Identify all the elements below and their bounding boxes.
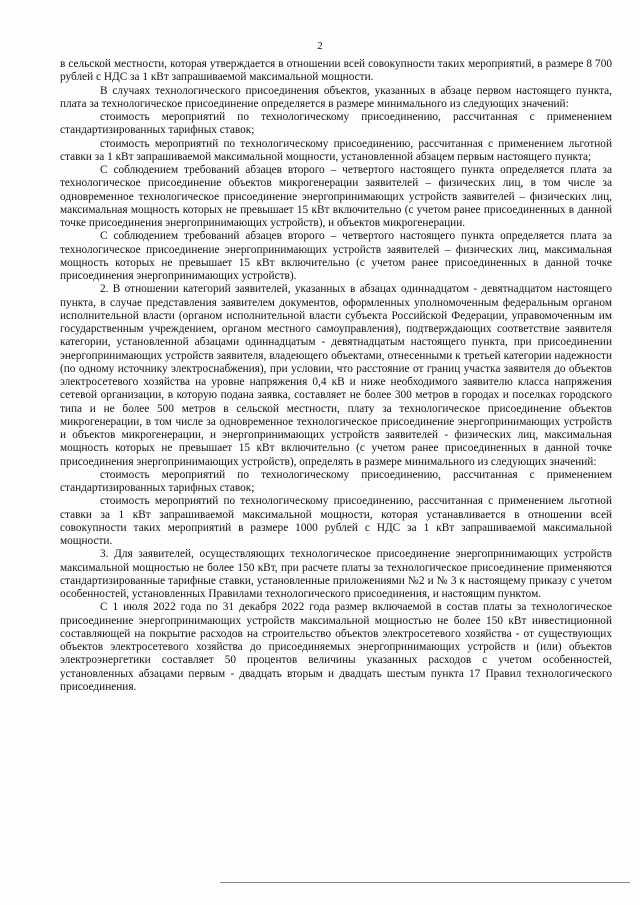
paragraph-6: С соблюдением требований абзацев второго – четвертого настоящего пункта определяется плата за технологическое присоединение энергопринимающих устройств заявителей – физических лиц, максимальная мощность которых не превышает 15 кВт включительно (с учетом ранее присоединенных в данной точке присоединения энергопринимающих устройств).: [60, 230, 612, 282]
paragraph-1: в сельской местности, которая утверждается в отношении всей совокупности таких мероприятий, в размере 8 700 рублей с НДС за 1 кВт запрашиваемой максимальной мощности.: [60, 58, 612, 84]
page-number: 2: [317, 40, 323, 52]
paragraph-7: 2. В отношении категорий заявителей, указанных в абзацах одиннадцатом - девятнадцатом настоящего пункта, в случае представления заявителем документов, оформленных уполномоченным федеральным органом исполнительной власти (органом исполнительной власти субъекта Российской Федерации, управомоченным им государственным учреждением, органом местного самоуправления), подтверждающих соответствие заявителя категории, установленной абзацами одиннадцатым - девятнадцатым настоящего пункта, при присоединении энергопринимающих устройств заявителя, владеющего объектами, отнесенными к третьей категории надежности (по одному источнику электроснабжения), при условии, что расстояние от границ участка заявителя до объектов электросетевого хозяйства на уровне напряжения 0,4 кВ и ниже необходимого заявителю класса напряжения сетевой организации, в которую подана заявка, составляет не более 300 метров в городах и поселках городского типа и не более 500 метров в сельской местности, плату за технологическое присоединение объектов микрогенерации, в том числе за одновременное технологическое присоединение энергопринимающих устройств и объектов микрогенерации, и энергопринимающих устройств заявителей - физических лиц, максимальная мощность которых не превышает 15 кВт включительно (с учетом ранее присоединенных в данной точке присоединения энергопринимающих устройств), определять в размере минимального из следующих значений:: [60, 283, 612, 468]
paragraph-8: стоимость мероприятий по технологическому присоединению, рассчитанная с применением стандартизированных тарифных ставок;: [60, 468, 612, 494]
paragraph-3: стоимость мероприятий по технологическому присоединению, рассчитанная с применением стандартизированных тарифных ставок;: [60, 111, 612, 137]
paragraph-5: С соблюдением требований абзацев второго – четвертого настоящего пункта определяется плата за технологическое присоединение объектов микрогенерации заявителей – физических лиц, в том числе за одновременное технологическое присоединение энергопринимающих устройств заявителей – физических лиц, максимальная мощность которых не превышает 15 кВт включительно (с учетом ранее присоединенных в данной точке присоединения энергопринимающих устройств), и объектов микрогенерации.: [60, 164, 612, 229]
paragraph-11: С 1 июля 2022 года по 31 декабря 2022 года размер включаемой в состав платы за технологическое присоединение энергопринимающих устройств максимальной мощностью не более 150 кВт инвестиционной составляющей на покрытие расходов на строительство объектов электросетевого хозяйства - от существующих объектов электросетевого хозяйства до присоединяемых энергопринимающих устройств и (или) объектов электроэнергетики составляет 50 процентов величины указанных расходов с учетом особенностей, установленных абзацами первым - двадцать вторым и двадцать шестым пункта 17 Правил технологического присоединения.: [60, 601, 612, 693]
bottom-divider: [220, 882, 630, 883]
paragraph-10: 3. Для заявителей, осуществляющих технологическое присоединение энергопринимающих устройств максимальной мощностью не более 150 кВт, при расчете платы за технологическое присоединение применяются стандартизированные тарифные ставки, установленные приложениями №2 и № 3 к настоящему приказу с учетом особенностей, установленных Правилами технологического присоединения, и настоящим пунктом.: [60, 548, 612, 600]
paragraph-9: стоимость мероприятий по технологическому присоединению, рассчитанная с применением льготной ставки за 1 кВт запрашиваемой максимальной мощности, которая устанавливается в отношении всей совокупности таких мероприятий в размере 1000 рублей с НДС за 1 кВт запрашиваемой максимальной мощности.: [60, 495, 612, 547]
document-body: [60, 58, 612, 694]
paragraph-4: стоимость мероприятий по технологическому присоединению, рассчитанная с применением льготной ставки за 1 кВт запрашиваемой максимальной мощности, установленной абзацем первым настоящего пункта;: [60, 137, 612, 163]
paragraph-2: В случаях технологического присоединения объектов, указанных в абзаце первом настоящего пункта, плата за технологическое присоединение определяется в размере минимального из следующих значений:: [60, 84, 612, 110]
